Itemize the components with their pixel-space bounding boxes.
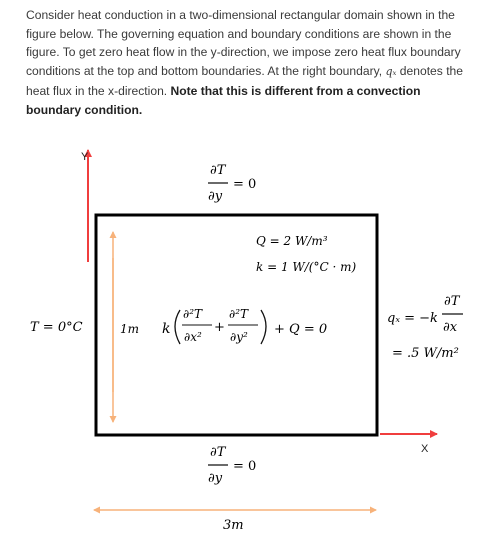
top-bc-rhs: = 0: [233, 177, 257, 192]
x-axis-label: X: [421, 443, 429, 455]
top-bc-numerator: ∂T: [210, 163, 226, 178]
description-text-2: denotes the heat flux in the x-direction.: [26, 64, 464, 98]
term1-denominator: ∂x²: [184, 330, 202, 344]
equation-k: k: [162, 321, 171, 337]
bottom-bc-numerator: ∂T: [210, 445, 226, 460]
term1-numerator: ∂²T: [183, 307, 203, 321]
right-bc-value: = .5 W/m²: [392, 346, 459, 361]
left-bc-label: T = 0°C: [30, 320, 83, 335]
top-bc-denominator: ∂y: [208, 189, 223, 204]
term2-denominator: ∂y²: [230, 330, 248, 344]
right-paren: [261, 310, 266, 344]
right-bc-denominator: ∂x: [443, 320, 458, 335]
width-label: 3m: [223, 518, 244, 533]
description-text-1: Consider heat conduction in a two-dimensional rectangular domain shown in the figure below. The governing equation and boundary conditions are shown in the figure. To get zero heat flow in the y-direction, we impose zero heat flux boundary conditions at the top and bottom boundaries. At the right boundary,: [26, 8, 461, 79]
heat-flux-symbol: qₓ: [385, 65, 397, 79]
right-bc-lhs: qₓ = −k: [387, 311, 438, 326]
right-bc-numerator: ∂T: [444, 294, 460, 309]
term2-numerator: ∂²T: [229, 307, 249, 321]
description-note: Note that this is different from a convection boundary condition.: [26, 83, 421, 117]
bottom-bc-denominator: ∂y: [208, 471, 223, 486]
y-axis-label: Y: [81, 151, 89, 163]
bottom-bc-rhs: = 0: [233, 459, 257, 474]
equation-plus: +: [214, 320, 225, 335]
height-label: 1m: [120, 322, 140, 336]
left-paren: [175, 310, 180, 344]
source-term: Q = 2 W/m³: [256, 234, 328, 248]
equation-rest: + Q = 0: [274, 322, 328, 337]
conductivity: k = 1 W/(°C · m): [256, 260, 357, 274]
